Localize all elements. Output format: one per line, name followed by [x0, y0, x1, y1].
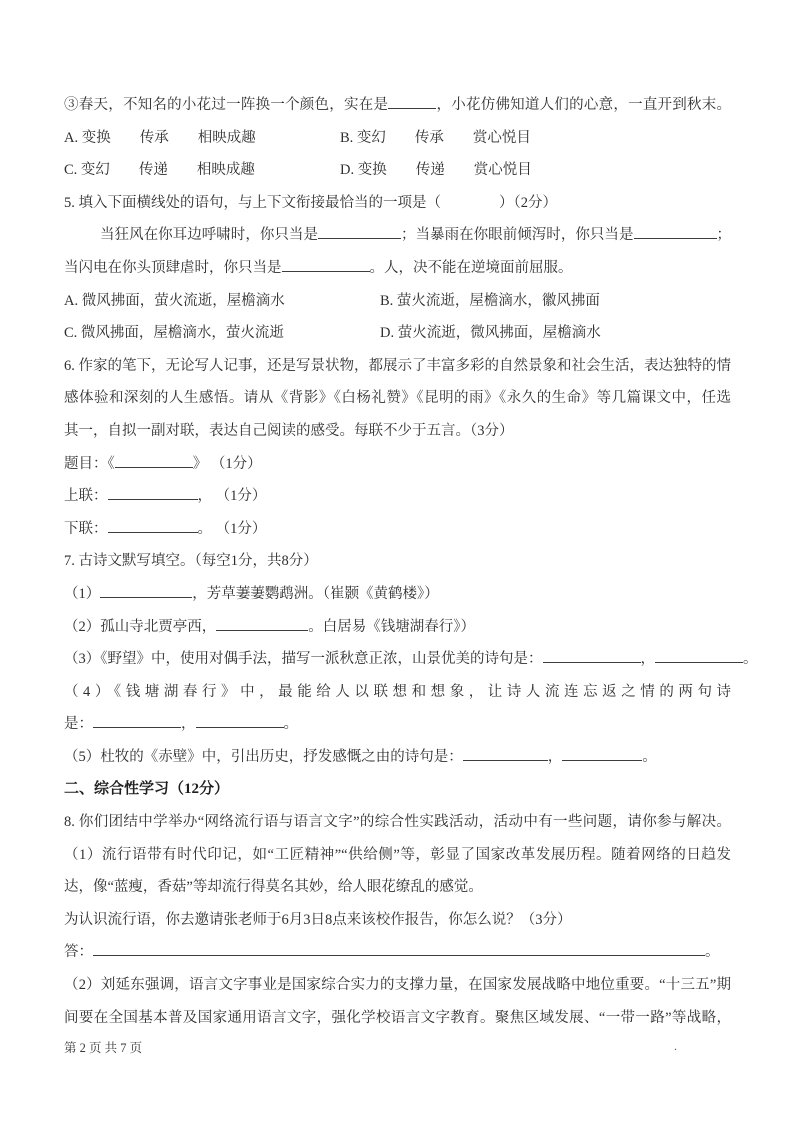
q6-stem-line2 — [64, 382, 731, 415]
text-run: ， — [547, 748, 563, 765]
text-run: 其一，自拟一副对联，表达自己阅读的感受。每联不少于五言。（3分） — [64, 422, 514, 439]
q5-options-row1-col2: B. 萤火流逝，屋檐滴水，徽风拂面 — [380, 292, 600, 309]
text-run: 。白居易《钱塘湖春行》） — [308, 618, 475, 635]
q5-options-row2 — [64, 317, 731, 350]
blank-line — [562, 745, 642, 761]
text-run: ；当暴雨在你眼前倾泻时，你只当是 — [400, 227, 634, 244]
blank-line — [282, 256, 370, 272]
q7-stem — [64, 545, 731, 578]
blank-line — [93, 941, 705, 957]
text-run: 下联： — [64, 520, 108, 537]
text-run: 感体验和深刻的人生感悟。请从《背影》《白杨礼赞》《昆明的雨》《永久的生命》等几篇课文中，任选 — [64, 390, 731, 407]
q5-options-row2-col2: D. 萤火流逝，微风拂面，屋檐滴水 — [380, 325, 601, 342]
q8-stem — [64, 806, 731, 839]
q8-part1-task — [64, 904, 731, 937]
blank-line — [93, 713, 181, 729]
blank-line — [634, 224, 717, 240]
q5-passage-line2 — [64, 252, 731, 285]
text-run: 8. 你们团结中学举办“网络流行语与语言文字”的综合性实践活动，活动中有一些问题，请你参与解决。 — [64, 814, 731, 831]
q6-upper-couplet — [64, 480, 731, 513]
text-run: 上联： — [64, 488, 108, 505]
text-run: 。 — [283, 716, 298, 733]
text-run: （2）刘延东强调，语言文字事业是国家综合实力的支撑力量，在国家发展战略中地位重要。“十三五”期 — [64, 977, 731, 994]
text-run: 答： — [64, 944, 93, 961]
text-run: （2）孤山寺北贾亭西， — [64, 618, 217, 635]
q4-options-row2 — [64, 154, 731, 187]
q5-options-row2-col1: C. 微风拂面，屋檐滴水，萤火流逝 — [64, 325, 284, 342]
q8-part2-line1 — [64, 969, 731, 1002]
blank-line — [196, 713, 284, 729]
text-run: 题目：《 — [64, 455, 115, 472]
blank-line — [216, 615, 308, 631]
text-run: 6. 作家的笔下，无论写人记事，还是写景状物，都展示了丰富多彩的自然景象和社会生活，表达独特的情 — [64, 357, 731, 374]
text-run: ③春天，不知名的小花过一阵换一个颜色，实在是 — [64, 97, 389, 113]
text-run: ， — [640, 651, 655, 668]
text-run: 当闪电在你头顶肆虐时，你只当是 — [64, 259, 282, 276]
text-run: 间要在全国基本普及国家通用语言文字，强化学校语言文字教育。聚焦区域发展、“一带一路”等战略， — [64, 1009, 731, 1026]
q6-lower-couplet — [64, 513, 731, 546]
text-run: （3）《野望》中，使用对偶手法，描写一派秋意正浓，山景优美的诗句是： — [64, 651, 543, 668]
text-run: ，小花仿佛知道人们的心意，一直开到秋末。 — [436, 97, 731, 113]
q5-stem — [64, 187, 731, 220]
text-run: 当狂风在你耳边呼啸时，你只当是 — [100, 227, 318, 244]
q4-options-row1 — [64, 122, 731, 155]
text-run: （4）《钱塘湖春行》中，最能给人以联想和想象，让诗人流连忘返之情的两句诗 — [64, 683, 731, 700]
q4-item3-stem — [64, 89, 731, 122]
blank-line — [108, 517, 198, 533]
page-number-footer: 第 2 页 共 7 页 — [64, 1041, 143, 1055]
exam-page — [64, 89, 758, 1034]
blank-line — [100, 582, 192, 598]
q5-passage-line1 — [64, 219, 731, 252]
text-run: 达，像“蓝瘦，香菇”等却流行得莫名其妙，给人眼花缭乱的感觉。 — [64, 879, 483, 896]
blank-line — [388, 94, 436, 110]
text-run: （1）流行语带有时代印记，如“工匠精神”“供给侧”等，彰显了国家改革发展历程。随着网络的日趋发 — [64, 846, 731, 863]
q4-options-row2-col1: C. 变幻 传递 相映成趣 — [64, 162, 255, 179]
text-run: 。人，决不能在逆境面前屈服。 — [369, 259, 573, 276]
q4-options-row1-col2: B. 变幻 传承 赏心悦目 — [340, 129, 531, 146]
text-run: 7. 古诗文默写填空。（每空1分，共8分） — [64, 553, 318, 570]
blank-line — [108, 485, 198, 501]
q8-answer-line — [64, 936, 731, 969]
q6-stem-line1 — [64, 350, 731, 383]
section2-heading — [64, 773, 731, 806]
document-body — [64, 89, 758, 1034]
text-run: 》 （1分） — [192, 455, 262, 472]
q6-title-blank — [64, 448, 731, 481]
blank-line — [655, 648, 743, 664]
stray-dot-mark: . — [674, 1039, 677, 1053]
text-run: ，芳草萋萋鹦鹉洲。（崔颢《黄鹤楼》） — [192, 585, 439, 602]
text-run: 。 — [705, 944, 720, 961]
text-run: 。 — [642, 748, 657, 765]
q6-stem-line3 — [64, 415, 731, 448]
text-run: 。 — [743, 651, 758, 668]
q8-part1-line1 — [64, 839, 731, 872]
q7-blank5 — [64, 741, 731, 774]
text-run: 为认识流行语，你去邀请张老师于6月3日8点来该校作报告，你怎么说？（3分） — [64, 911, 572, 928]
text-run: ， — [181, 716, 196, 733]
text-run: 二、综合性学习（12分） — [64, 781, 230, 798]
q4-options-row1-col1: A. 变换 传承 相映成趣 — [64, 129, 256, 146]
q7-blank3 — [64, 643, 758, 676]
text-run: （1） — [64, 585, 101, 602]
text-run: （5）杜牧的《赤壁》中，引出历史，抒发感慨之由的诗句是： — [64, 748, 463, 765]
text-run: 5. 填入下面横线处的语句，与上下文衔接最恰当的一项是（ ）（2分） — [64, 194, 557, 211]
q8-part2-line2 — [64, 1002, 731, 1035]
text-run: 。 （1分） — [197, 520, 267, 537]
q4-options-row2-col2: D. 变换 传递 赏心悦目 — [340, 162, 532, 179]
q5-options-row1 — [64, 285, 731, 318]
q7-blank2 — [64, 611, 731, 644]
blank-line — [115, 452, 193, 468]
blank-line — [318, 224, 401, 240]
q7-blank4-line1 — [64, 676, 731, 709]
text-run: ， （1分） — [197, 488, 267, 505]
q7-blank1 — [64, 578, 731, 611]
text-run: 是： — [64, 716, 93, 733]
q5-options-row1-col1: A. 微风拂面，萤火流逝，屋檐滴水 — [64, 292, 285, 309]
blank-line — [543, 648, 641, 664]
text-run: ； — [716, 227, 731, 244]
blank-line — [463, 745, 548, 761]
q7-blank4-line2 — [64, 708, 731, 741]
q8-part1-line2 — [64, 871, 731, 904]
